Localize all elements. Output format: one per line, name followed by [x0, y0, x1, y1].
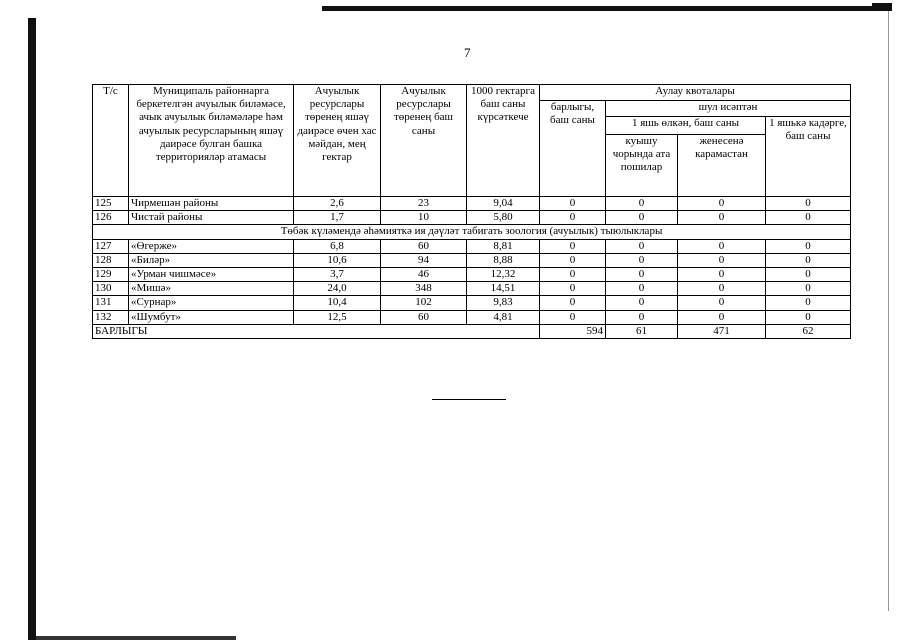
row-count: 23: [381, 197, 467, 211]
totals-label: БАРЛЫГЫ: [93, 324, 540, 338]
row-density: 8,81: [467, 239, 540, 253]
row-young: 0: [766, 239, 851, 253]
row-males: 0: [606, 239, 678, 253]
row-name: «Сурнар»: [129, 296, 294, 310]
row-any: 0: [678, 282, 766, 296]
row-young: 0: [766, 197, 851, 211]
table-row: [93, 239, 851, 253]
row-no: 125: [93, 197, 129, 211]
totals-row: [93, 324, 851, 338]
row-no: 130: [93, 282, 129, 296]
row-area: 1,7: [294, 211, 381, 225]
scan-edge-top: [322, 6, 892, 11]
table-row: [93, 197, 851, 211]
row-count: 10: [381, 211, 467, 225]
row-no: 132: [93, 310, 129, 324]
section-row: [93, 225, 851, 239]
table-row: [93, 211, 851, 225]
header-including: шул исәптән: [606, 101, 851, 117]
row-no: 129: [93, 267, 129, 281]
row-density: 14,51: [467, 282, 540, 296]
row-no: 128: [93, 253, 129, 267]
end-divider: [432, 399, 506, 400]
scan-edge-bottom: [36, 636, 236, 640]
row-area: 6,8: [294, 239, 381, 253]
row-total: 0: [540, 197, 606, 211]
totals-young: 62: [766, 324, 851, 338]
totals-males: 61: [606, 324, 678, 338]
row-name: Чистай районы: [129, 211, 294, 225]
row-males: 0: [606, 296, 678, 310]
row-density: 9,04: [467, 197, 540, 211]
header-total: барлыгы, баш саны: [540, 101, 606, 197]
row-any: 0: [678, 253, 766, 267]
header-no: Т/с: [93, 85, 129, 197]
scan-edge-corner: [872, 3, 892, 11]
row-name: «Урман чишмәсе»: [129, 267, 294, 281]
row-area: 2,6: [294, 197, 381, 211]
header-name: Муниципаль районнарга беркетелгән ачуылык биләмәсе, ачык ачуылык биләмәләре һәм ачуылык ресурсларының яшәү даирәсе булган башка территорияләр атамасы: [129, 85, 294, 197]
row-density: 9,83: [467, 296, 540, 310]
row-total: 0: [540, 296, 606, 310]
header-under-one: 1 яшькә кадәрге, баш саны: [766, 117, 851, 197]
row-young: 0: [766, 310, 851, 324]
row-males: 0: [606, 211, 678, 225]
row-density: 5,80: [467, 211, 540, 225]
row-density: 4,81: [467, 310, 540, 324]
row-any: 0: [678, 296, 766, 310]
header-sex-any: женесенә карамастан: [678, 135, 766, 197]
row-no: 127: [93, 239, 129, 253]
table-row: [93, 267, 851, 281]
header-density: 1000 гектарга баш саны күрсәткече: [467, 85, 540, 197]
row-density: 12,32: [467, 267, 540, 281]
row-males: 0: [606, 197, 678, 211]
row-count: 60: [381, 239, 467, 253]
section-title: Төбәк күләмендә әһәмияткә ия дәүләт табигать зоология (ачуылык) тыюлыклары: [93, 225, 851, 239]
table-row: [93, 310, 851, 324]
row-young: 0: [766, 253, 851, 267]
row-young: 0: [766, 296, 851, 310]
row-any: 0: [678, 211, 766, 225]
row-total: 0: [540, 267, 606, 281]
row-total: 0: [540, 310, 606, 324]
row-area: 10,6: [294, 253, 381, 267]
row-no: 131: [93, 296, 129, 310]
row-name: «Шумбут»: [129, 310, 294, 324]
totals-any: 471: [678, 324, 766, 338]
row-males: 0: [606, 267, 678, 281]
row-density: 8,88: [467, 253, 540, 267]
header-count: Ачуылык ресурслары төренең баш саны: [381, 85, 467, 197]
totals-total: 594: [540, 324, 606, 338]
row-count: 348: [381, 282, 467, 296]
row-males: 0: [606, 253, 678, 267]
table-row: [93, 296, 851, 310]
row-name: «Биләр»: [129, 253, 294, 267]
row-total: 0: [540, 253, 606, 267]
scan-edge-right: [888, 11, 889, 611]
row-males: 0: [606, 310, 678, 324]
row-count: 102: [381, 296, 467, 310]
row-count: 94: [381, 253, 467, 267]
row-count: 60: [381, 310, 467, 324]
header-rut-males: куышу чорында ата пошилар: [606, 135, 678, 197]
header-area: Ачуылык ресурслары төренең яшәү даирәсе өчен хас мәйдан, мең гектар: [294, 85, 381, 197]
row-area: 3,7: [294, 267, 381, 281]
row-young: 0: [766, 282, 851, 296]
row-name: Чирмешән районы: [129, 197, 294, 211]
row-males: 0: [606, 282, 678, 296]
row-total: 0: [540, 239, 606, 253]
row-any: 0: [678, 239, 766, 253]
row-area: 24,0: [294, 282, 381, 296]
header-older-one: 1 яшь өлкән, баш саны: [606, 117, 766, 135]
row-count: 46: [381, 267, 467, 281]
row-any: 0: [678, 267, 766, 281]
row-total: 0: [540, 282, 606, 296]
header-quota-group: Аулау квоталары: [540, 85, 851, 101]
row-no: 126: [93, 211, 129, 225]
quota-table: [92, 84, 851, 339]
row-total: 0: [540, 211, 606, 225]
row-young: 0: [766, 267, 851, 281]
scan-edge-left: [28, 18, 36, 640]
page-number: 7: [464, 45, 471, 60]
row-any: 0: [678, 197, 766, 211]
table-row: [93, 253, 851, 267]
row-area: 10,4: [294, 296, 381, 310]
table-row: [93, 282, 851, 296]
row-name: «Мишә»: [129, 282, 294, 296]
row-any: 0: [678, 310, 766, 324]
row-young: 0: [766, 211, 851, 225]
row-name: «Өгерже»: [129, 239, 294, 253]
row-area: 12,5: [294, 310, 381, 324]
